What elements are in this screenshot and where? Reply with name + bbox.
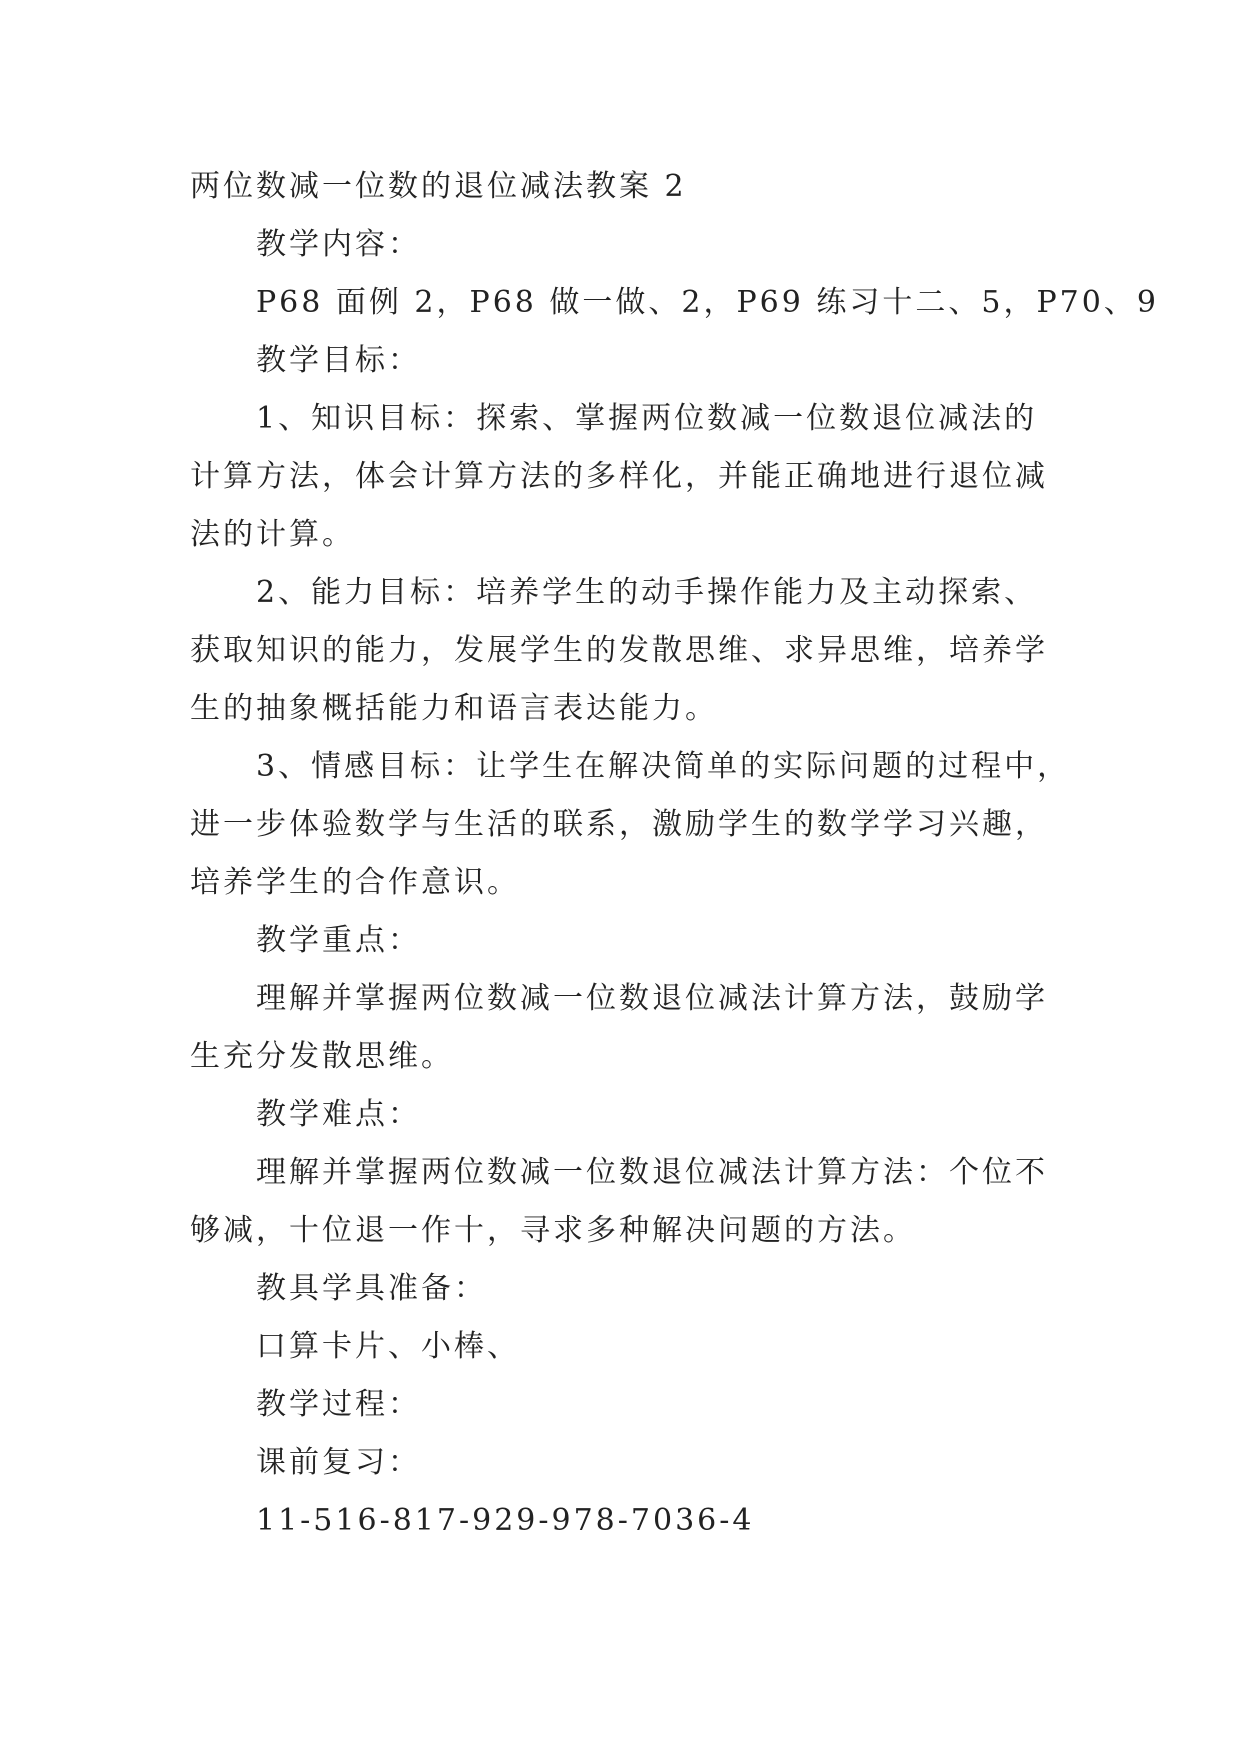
text-line: 3、情感目标：让学生在解决简单的实际问题的过程中， [256,749,1071,784]
text-line: 2、能力目标：培养学生的动手操作能力及主动探索、 [256,575,1038,610]
document-title: 两位数减一位数的退位减法教案 2 [190,169,687,204]
text-line: 教学目标： [256,343,421,378]
text-line: 课前复习： [256,1445,421,1480]
text-line: 进一步体验数学与生活的联系，激励学生的数学学习兴趣， [190,807,1048,842]
text-line: 理解并掌握两位数减一位数退位减法计算方法：个位不 [256,1155,1048,1190]
text-line: 理解并掌握两位数减一位数退位减法计算方法，鼓励学 [256,981,1048,1016]
text-line: 计算方法，体会计算方法的多样化，并能正确地进行退位减 [190,459,1048,494]
text-line: P68 面例 2，P68 做一做、2，P69 练习十二、5，P70、9 [256,285,1159,320]
text-line: 11-516-817-929-978-7036-4 [256,1503,755,1538]
text-line: 生的抽象概括能力和语言表达能力。 [190,691,718,726]
text-line: 教学难点： [256,1097,421,1132]
text-line: 教具学具准备： [256,1271,487,1306]
text-line: 教学过程： [256,1387,421,1422]
text-line: 教学重点： [256,923,421,958]
text-line: 1、知识目标：探索、掌握两位数减一位数退位减法的 [256,401,1038,436]
text-line: 法的计算。 [190,517,355,552]
text-line: 教学内容： [256,227,421,262]
text-line: 获取知识的能力，发展学生的发散思维、求异思维，培养学 [190,633,1048,668]
text-line: 生充分发散思维。 [190,1039,454,1074]
text-line: 口算卡片、小棒、 [256,1329,520,1364]
text-line: 培养学生的合作意识。 [190,865,520,900]
text-line: 够减，十位退一作十，寻求多种解决问题的方法。 [190,1213,916,1248]
document-body [190,158,1159,1550]
